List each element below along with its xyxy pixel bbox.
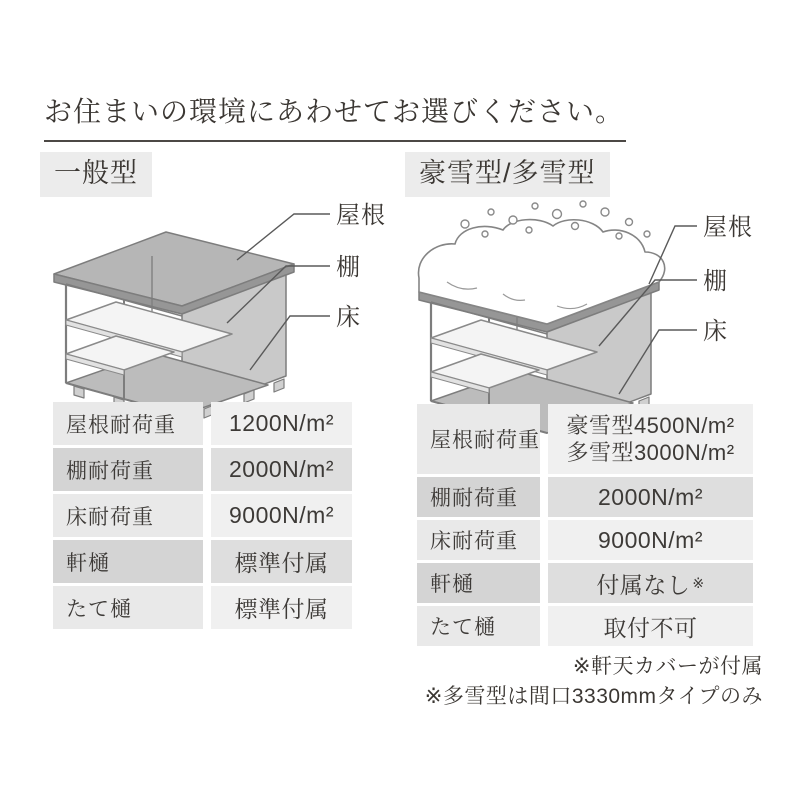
- floor-label: 床: [336, 304, 361, 331]
- spec-value-line: 多雪型3000N/m²: [566, 440, 735, 465]
- spec-label: 床耐荷重: [53, 494, 203, 537]
- spec-value: [548, 404, 753, 474]
- spec-label: 床耐荷重: [417, 520, 540, 560]
- spec-label: 軒樋: [417, 563, 540, 603]
- spec-value: 取付不可: [548, 606, 753, 646]
- footnote-multi-snow-width: ※多雪型は間口3330mmタイプのみ: [424, 685, 763, 709]
- spec-value-text: 付属なし: [596, 571, 691, 598]
- heading-general-type: 一般型: [40, 152, 152, 197]
- roof-label: 屋根: [703, 214, 753, 241]
- spec-value: [548, 563, 753, 603]
- spec-value: 2000N/m²: [211, 448, 352, 491]
- spec-value: 9000N/m²: [211, 494, 352, 537]
- page-title: お住まいの環境にあわせてお選びください。: [44, 90, 626, 142]
- panel-heavy-snow-type: [405, 152, 763, 641]
- panel-general-type: [40, 152, 392, 622]
- spec-label: 軒樋: [53, 540, 203, 583]
- roof-label: 屋根: [336, 202, 386, 229]
- footnote-soffit-cover: ※軒天カバーが付属: [572, 655, 763, 678]
- shed-drawing: [54, 232, 294, 420]
- floor-label: 床: [703, 318, 728, 345]
- spec-value: 1200N/m²: [211, 402, 352, 445]
- spec-label: 屋根耐荷重: [53, 402, 203, 445]
- spec-label: 棚耐荷重: [417, 477, 540, 517]
- spec-label: 棚耐荷重: [53, 448, 203, 491]
- shelf-label: 棚: [703, 268, 728, 295]
- spec-label: 屋根耐荷重: [417, 404, 540, 474]
- spec-value: 標準付属: [211, 586, 352, 629]
- spec-table-heavy-snow: [417, 404, 753, 646]
- spec-value: 2000N/m²: [548, 477, 753, 517]
- shelf-label: 棚: [336, 254, 361, 281]
- note-reference-mark: ※: [692, 574, 705, 591]
- spec-value-line: 豪雪型4500N/m²: [566, 412, 735, 438]
- spec-label: たて樋: [53, 586, 203, 629]
- spec-value: 標準付属: [211, 540, 352, 583]
- spec-table-general: [53, 402, 352, 629]
- spec-label: たて樋: [417, 606, 540, 646]
- footnotes: [405, 652, 763, 713]
- spec-value: 9000N/m²: [548, 520, 753, 560]
- heading-heavy-snow-type: 豪雪型/多雪型: [405, 152, 610, 197]
